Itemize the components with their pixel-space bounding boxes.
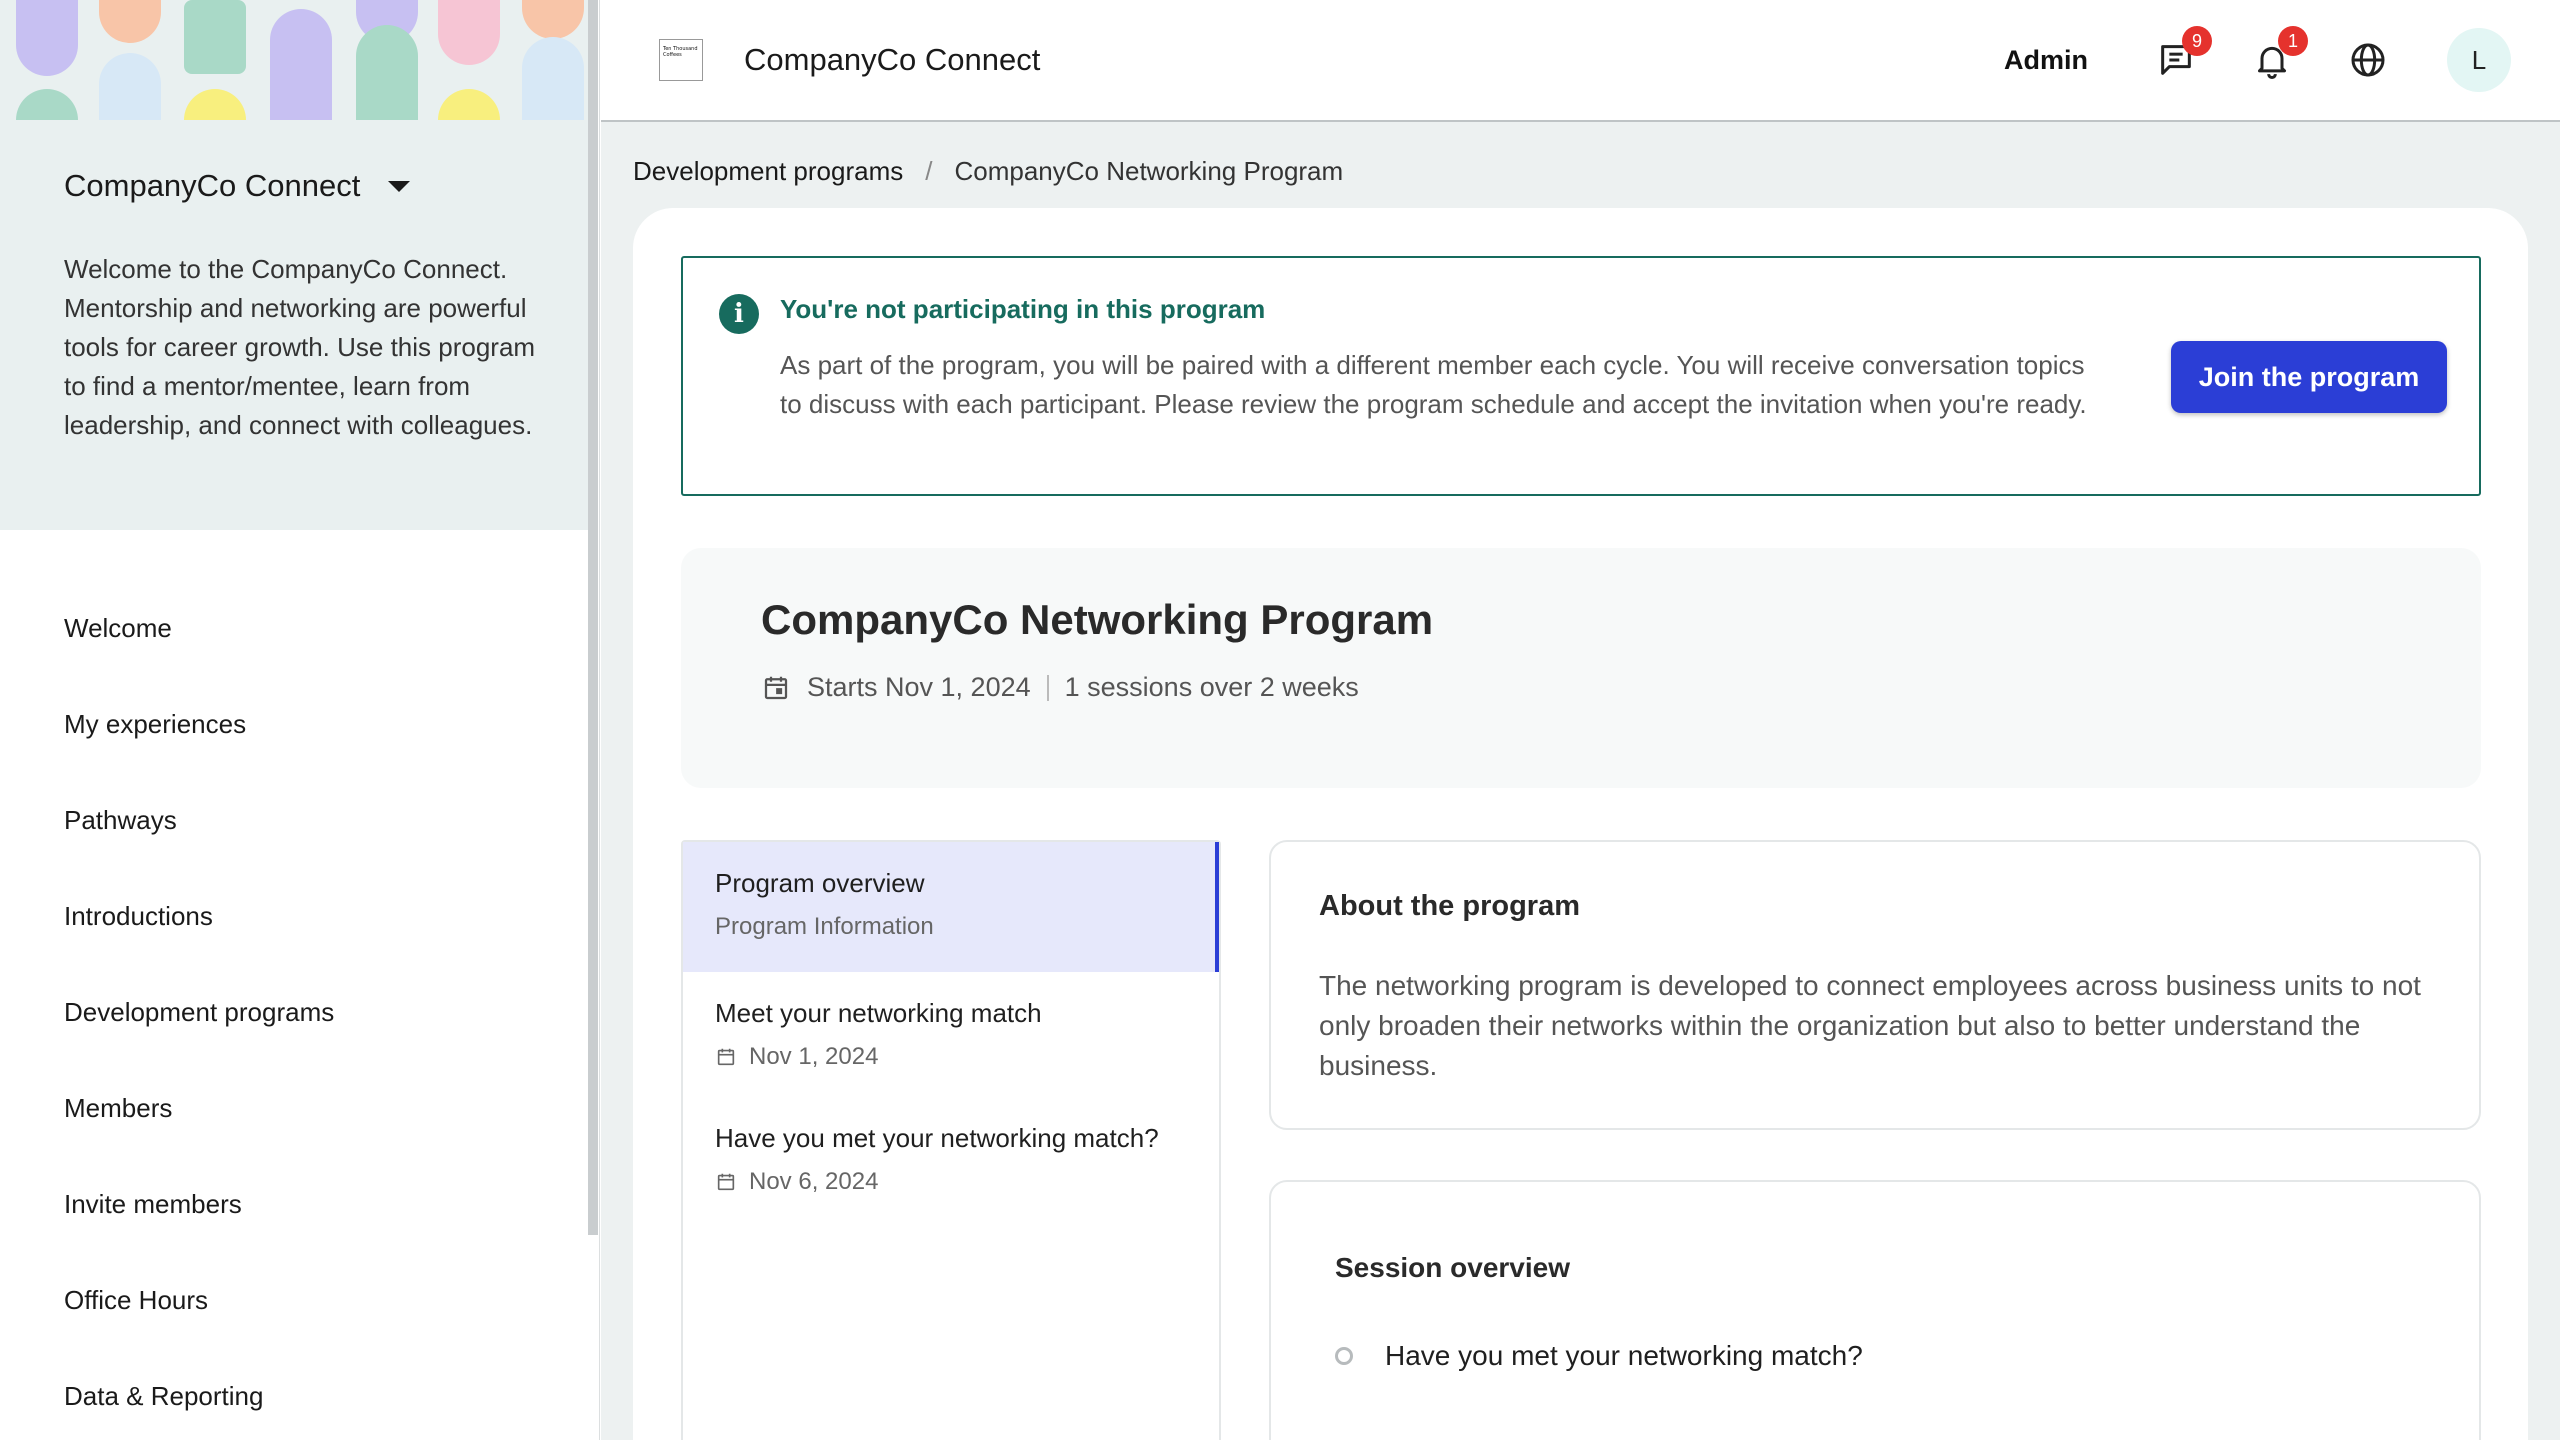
session-item[interactable] bbox=[1335, 1340, 1863, 1372]
tab-program-overview[interactable] bbox=[683, 842, 1219, 972]
messages-button[interactable] bbox=[2156, 31, 2202, 80]
breadcrumb-development-programs[interactable]: Development programs bbox=[633, 156, 904, 186]
tab-date: Nov 6, 2024 bbox=[749, 1168, 879, 1195]
about-program-card bbox=[1269, 840, 2481, 1130]
sidebar-item-members[interactable]: Members bbox=[64, 1093, 173, 1123]
breadcrumb-current: CompanyCo Networking Program bbox=[954, 156, 1344, 186]
session-overview-card bbox=[1269, 1180, 2481, 1440]
sidebar-header bbox=[0, 0, 588, 530]
status-circle-icon bbox=[1335, 1347, 1353, 1365]
sidebar-item-invite-members[interactable]: Invite members bbox=[64, 1189, 242, 1219]
program-meta bbox=[761, 672, 1359, 703]
program-sessions: 1 sessions over 2 weeks bbox=[1064, 672, 1359, 702]
tab-subtitle: Program Information bbox=[715, 913, 934, 940]
decorative-pattern bbox=[0, 0, 588, 120]
community-description: Welcome to the CompanyCo Connect. Mentorship and networking are powerful tools for career growth. Use this program to find a mentor/mentee, learn from leadership, and connect with colleagues. bbox=[64, 254, 536, 440]
company-logo[interactable]: Ten Thousand Coffees bbox=[659, 39, 703, 81]
alert-title: You're not participating in this program bbox=[780, 294, 1266, 324]
session-overview-title: Session overview bbox=[1335, 1252, 1571, 1283]
sidebar-item-office-hours[interactable]: Office Hours bbox=[64, 1285, 209, 1315]
info-icon: i bbox=[719, 294, 759, 334]
sidebar-item-data-reporting[interactable]: Data & Reporting bbox=[64, 1381, 264, 1411]
program-start-date: Starts Nov 1, 2024 bbox=[807, 672, 1031, 702]
notifications-count-badge: 1 bbox=[2278, 26, 2308, 56]
sidebar-item-my-experiences[interactable]: My experiences bbox=[64, 709, 247, 739]
sidebar-scrollbar[interactable] bbox=[588, 0, 598, 1235]
community-name: CompanyCo Connect bbox=[64, 168, 361, 203]
alert-text: As part of the program, you will be paired with a different member each cycle. You will receive conversation topics to discuss with each participant. Please review the program schedule and accept the invitation when you're ready. bbox=[780, 350, 2087, 419]
top-bar bbox=[601, 0, 2560, 122]
sidebar-nav bbox=[0, 580, 588, 1440]
user-avatar[interactable]: L bbox=[2447, 28, 2511, 92]
sidebar-item-introductions[interactable]: Introductions bbox=[64, 901, 213, 931]
tab-meet-networking-match[interactable] bbox=[683, 972, 1219, 1097]
calendar-icon bbox=[715, 1171, 737, 1193]
calendar-icon bbox=[715, 1046, 737, 1068]
language-button[interactable] bbox=[2348, 40, 2388, 80]
tab-title: Program overview bbox=[715, 868, 925, 898]
calendar-icon bbox=[761, 673, 791, 703]
caret-down-icon bbox=[388, 181, 410, 192]
admin-link[interactable]: Admin bbox=[2004, 45, 2088, 75]
sidebar bbox=[0, 0, 600, 1440]
join-program-button[interactable]: Join the program bbox=[2171, 341, 2447, 413]
sidebar-item-development-programs[interactable]: Development programs bbox=[64, 997, 335, 1027]
sidebar-item-pathways[interactable]: Pathways bbox=[64, 805, 177, 835]
breadcrumb bbox=[633, 156, 1343, 187]
community-switcher[interactable] bbox=[64, 168, 410, 204]
program-header bbox=[681, 548, 2481, 788]
sidebar-item-welcome[interactable]: Welcome bbox=[64, 613, 172, 643]
main-content bbox=[601, 122, 2560, 1440]
about-title: About the program bbox=[1319, 890, 1580, 922]
participation-alert bbox=[681, 256, 2481, 496]
notifications-button[interactable] bbox=[2252, 31, 2298, 80]
tab-title: Have you met your networking match? bbox=[715, 1123, 1159, 1153]
tab-have-you-met-match[interactable] bbox=[683, 1097, 1219, 1222]
tab-title: Meet your networking match bbox=[715, 998, 1042, 1028]
program-card bbox=[633, 208, 2528, 1440]
messages-count-badge: 9 bbox=[2182, 26, 2212, 56]
breadcrumb-separator: / bbox=[925, 156, 933, 186]
session-item-label: Have you met your networking match? bbox=[1385, 1340, 1863, 1371]
meta-divider bbox=[1047, 675, 1049, 701]
globe-icon bbox=[2348, 40, 2388, 80]
app-name: CompanyCo Connect bbox=[744, 42, 1041, 77]
tab-date: Nov 1, 2024 bbox=[749, 1043, 879, 1070]
program-title: CompanyCo Networking Program bbox=[761, 596, 1434, 643]
about-text: The networking program is developed to connect employees across business units to not only broaden their networks within the organization but also to better understand the business. bbox=[1319, 970, 2421, 1081]
program-steps-list bbox=[681, 840, 1221, 1440]
